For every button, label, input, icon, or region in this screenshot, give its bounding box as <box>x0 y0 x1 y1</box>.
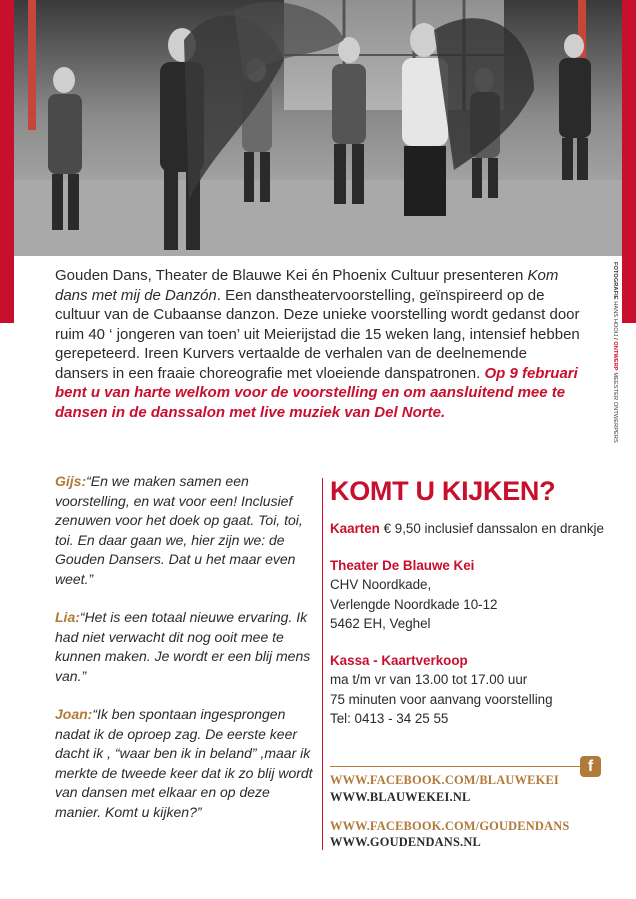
quote-gijs <box>55 472 317 589</box>
tickets-block <box>330 519 620 539</box>
intro-paragraph <box>55 266 583 422</box>
credit-foto-name: HANS HOOIJ <box>612 301 618 337</box>
venue-block <box>330 556 620 634</box>
headline: KOMT U KIJKEN? <box>330 476 556 506</box>
box-office-line: 75 minuten voor aanvang voorstelling <box>330 691 553 707</box>
venue-line: Verlengde Noordkade 10-12 <box>330 596 498 612</box>
dance-rehearsal-photo <box>14 0 622 256</box>
show-title: Kom dans met mij de Danzón <box>55 267 559 304</box>
quote-speaker: Lia: <box>55 609 80 625</box>
credit-separator: / <box>612 336 618 342</box>
credit-foto-label: FOTOGRAFIE <box>612 262 618 300</box>
link-facebook-goudendans[interactable]: WWW.FACEBOOK.COM/GOUDENDANS <box>330 819 570 833</box>
box-office-line: ma t/m vr van 13.00 tot 17.00 uur <box>330 672 528 687</box>
venue-line: CHV Noordkade, <box>330 577 432 592</box>
intro-part-2: . Een danstheatervoorstelling, geïnspireerd op de cultuur van de Cubaanse danzon. Deze unieke voorstelling wordt gedanst door ruim 40 ‘ jongeren van toen’ uit Meierijstad die 15 weken lang, intensief hebben gerepeteerd. Ireen Kurvers vertaalde de verhalen van de deelnemende dansers in een fraaie choreografie met vloeiende danspatronen. <box>55 286 580 382</box>
tickets-text: € 9,50 inclusief danssalon en drankje <box>379 521 604 536</box>
box-office-label: Kassa - Kaartverkoop <box>330 652 468 668</box>
quote-speaker: Gijs: <box>55 473 87 489</box>
info-column <box>330 474 620 746</box>
right-accent-bar <box>622 0 636 323</box>
box-office-line: Tel: 0413 - 34 25 55 <box>330 711 449 726</box>
link-facebook-blauwekei[interactable]: WWW.FACEBOOK.COM/BLAUWEKEI <box>330 773 559 787</box>
quote-joan <box>55 705 317 822</box>
quote-lia <box>55 608 317 686</box>
quote-text: “Ik ben spontaan ingesprongen nadat ik de oproep zag. De eerste keer dacht ik , “waar ben ik in beland” ,maar ik merkte de tweede keer dat ik zo blij wordt van dansen met elkaar en op deze manier. Komt u kijken?” <box>55 706 313 820</box>
photo-credit <box>607 262 621 482</box>
venue-name: Theater De Blauwe Kei <box>330 557 475 573</box>
quotes-column <box>55 472 317 841</box>
quote-text: “En we maken samen een voorstelling, en wat voor een! Inclusief zenuwen voor het doek op gaat. Toi, toi, toi. En daar gaan we, hier zijn we: de Gouden Dansers. Dat u het maar even weet.” <box>55 473 303 587</box>
left-accent-bar <box>0 0 14 323</box>
link-web-blauwekei[interactable]: WWW.BLAUWEKEI.NL <box>330 790 471 804</box>
box-office-block <box>330 651 620 729</box>
quote-text: “Het is een totaal nieuwe ervaring. Ik had niet verwacht dit nog ooit mee te kunnen maken. Je wordt er een blij mens van.” <box>55 609 311 684</box>
quote-speaker: Joan: <box>55 706 93 722</box>
credit-ontwerp-name: MEESTER ONTWERPERS <box>612 372 618 443</box>
facebook-icon[interactable]: f <box>580 756 601 777</box>
tickets-label: Kaarten <box>330 521 380 536</box>
facebook-rule <box>330 766 580 767</box>
column-divider <box>322 478 323 850</box>
intro-part-1: Gouden Dans, Theater de Blauwe Kei én Phoenix Cultuur presenteren <box>55 267 528 284</box>
venue-line: 5462 EH, Veghel <box>330 616 431 631</box>
link-web-goudendans[interactable]: WWW.GOUDENDANS.NL <box>330 835 481 849</box>
credit-ontwerp-label: ONTWERP <box>612 341 618 371</box>
intro-highlight: Op 9 februari bent u van harte welkom voor de voorstelling en om aansluitend mee te dansen in de danssalon met live muziek van Del Norte. <box>55 364 578 421</box>
